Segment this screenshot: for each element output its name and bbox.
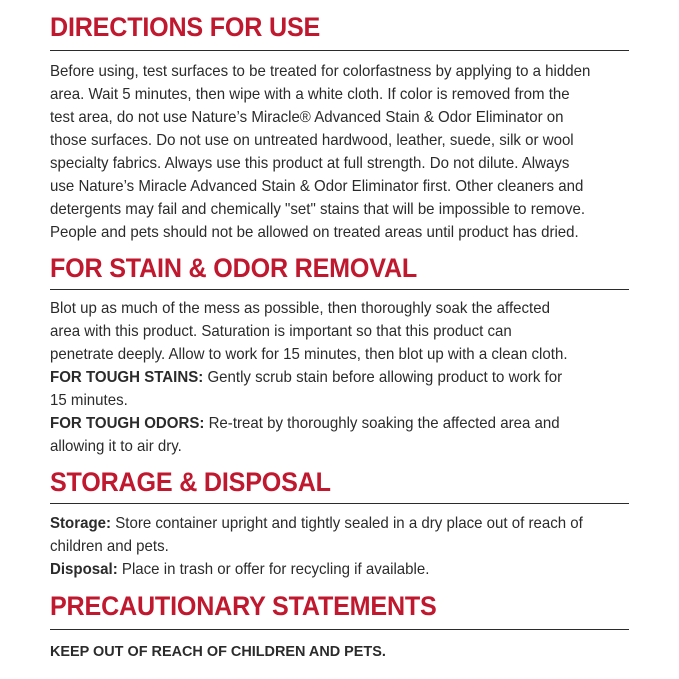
tough-stains-label: FOR TOUGH STAINS: [50, 369, 204, 386]
storage-paragraph [50, 512, 625, 581]
disposal-line [50, 558, 625, 581]
directions-heading: DIRECTIONS FOR USE [50, 12, 321, 42]
removal-heading: FOR STAIN & ODOR REMOVAL [50, 253, 418, 283]
disposal-label: Disposal: [50, 561, 118, 578]
tough-stains-line-2: 15 minutes. [50, 392, 128, 409]
precautionary-divider [50, 629, 629, 630]
storage-line [50, 512, 625, 535]
directions-line: those surfaces. Do not use on untreated hardwood, leather, suede, silk or wool [50, 132, 574, 149]
directions-paragraph [50, 60, 625, 244]
directions-line: Before using, test surfaces to be treated for colorfastness by applying to a hidden [50, 63, 591, 80]
directions-line: area. Wait 5 minutes, then wipe with a white cloth. If color is removed from the [50, 86, 570, 103]
directions-line: test area, do not use Nature’s Miracle® Advanced Stain & Odor Eliminator on [50, 109, 564, 126]
tough-odors-line [50, 412, 625, 435]
keep-out-of-reach-warning: KEEP OUT OF REACH OF CHILDREN AND PETS. [50, 643, 386, 660]
storage-heading: STORAGE & DISPOSAL [50, 467, 331, 497]
removal-divider [50, 289, 629, 290]
directions-divider [50, 50, 629, 51]
disposal-text: Place in trash or offer for recycling if available. [117, 561, 430, 578]
tough-stains-line [50, 366, 625, 389]
storage-text: Store container upright and tightly sealed in a dry place out of reach of [111, 515, 583, 532]
tough-stains-text: Gently scrub stain before allowing product to work for [203, 369, 563, 386]
storage-line-2: children and pets. [50, 538, 169, 555]
directions-line: specialty fabrics. Always use this product at full strength. Do not dilute. Always [50, 155, 570, 172]
directions-line: detergents may fail and chemically "set" stains that will be impossible to remove. [50, 201, 586, 218]
precautionary-heading: PRECAUTIONARY STATEMENTS [50, 591, 437, 621]
removal-line: penetrate deeply. Allow to work for 15 minutes, then blot up with a clean cloth. [50, 346, 568, 363]
removal-line: Blot up as much of the mess as possible, then thoroughly soak the affected [50, 300, 550, 317]
directions-line: use Nature’s Miracle Advanced Stain & Odor Eliminator first. Other cleaners and [50, 178, 584, 195]
directions-line: People and pets should not be allowed on treated areas until product has dried. [50, 224, 579, 241]
storage-divider [50, 503, 629, 504]
removal-line: area with this product. Saturation is important so that this product can [50, 323, 512, 340]
tough-odors-text: Re-treat by thoroughly soaking the affected area and [204, 415, 560, 432]
storage-label: Storage: [50, 515, 112, 532]
tough-odors-line-2: allowing it to air dry. [50, 438, 182, 455]
removal-paragraph [50, 297, 625, 458]
tough-odors-label: FOR TOUGH ODORS: [50, 415, 205, 432]
